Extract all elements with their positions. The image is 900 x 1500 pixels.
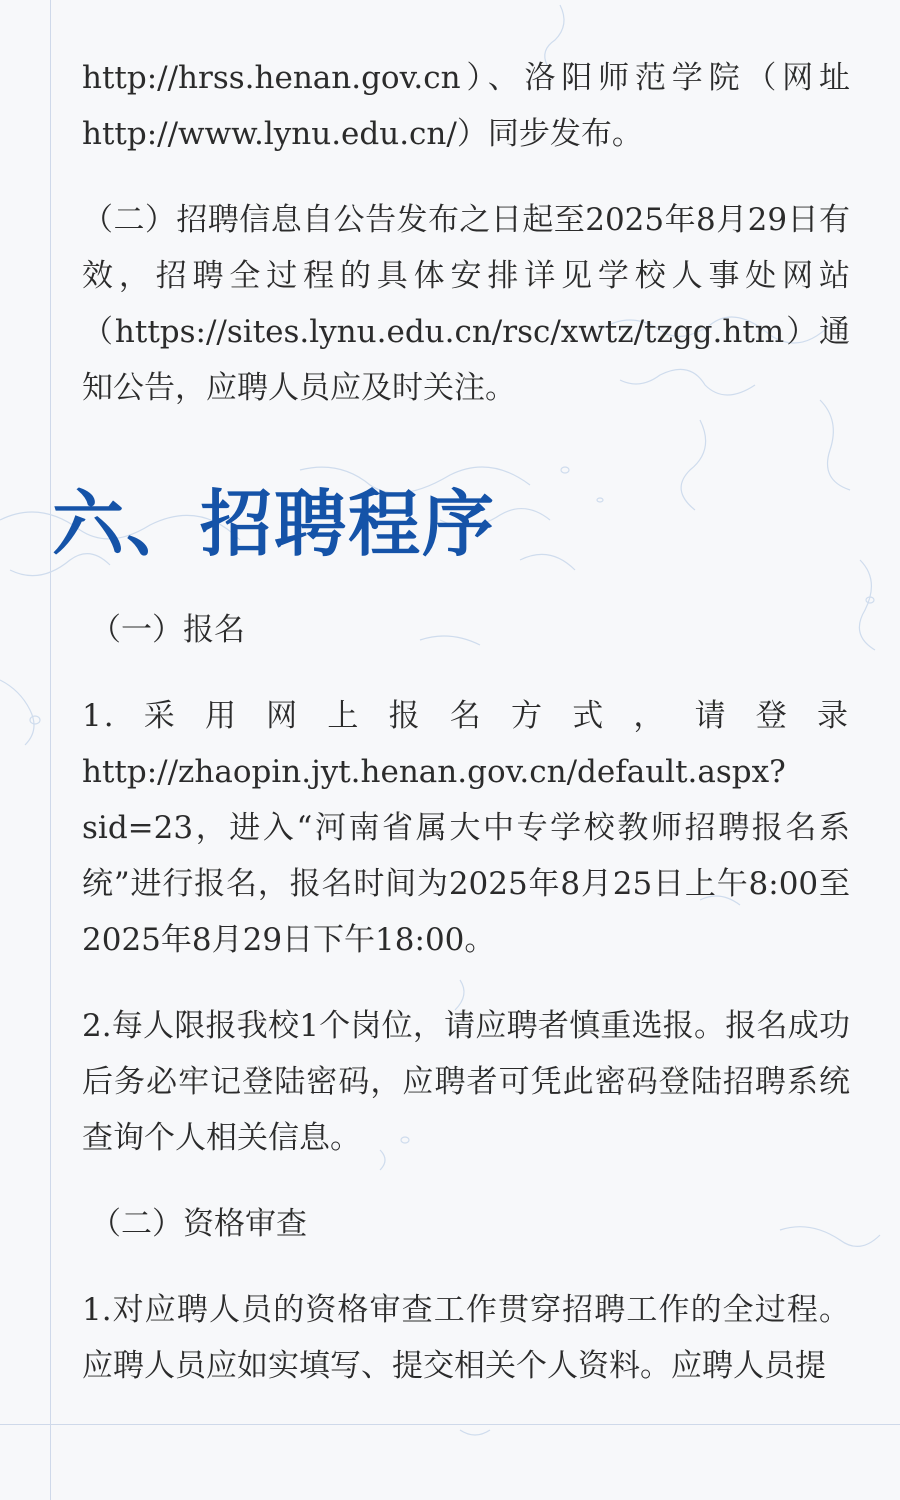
intro-line-2: http://www.lynu.edu.cn/）同步发布。 (82, 116, 643, 152)
intro-line-1: http://hrss.henan.gov.cn）、洛阳师范学院（网址 (82, 60, 850, 96)
validity-paragraph: （二）招聘信息自公告发布之日起至2025年8月29日有效，招聘全过程的具体安排详见学校人事处网站（https://sites.lynu.edu.cn/rsc/xwtz/tzgg.htm）通知公告，应聘人员应及时关注。 (82, 202, 850, 406)
intro-paragraph (82, 50, 850, 162)
section-title: 六、招聘程序 (52, 481, 497, 566)
registration-item-1-line-1: 1.采用网上报名方式，请登录 (82, 698, 850, 734)
subsection-heading-qualification: （二）资格审查 (90, 1206, 307, 1242)
margin-guide-horizontal (0, 1424, 900, 1425)
registration-item-1 (82, 688, 850, 968)
margin-guide-vertical (50, 0, 51, 1500)
subsection-heading-registration: （一）报名 (90, 612, 245, 648)
registration-item-2: 2.每人限报我校1个岗位，请应聘者慎重选报。报名成功后务必牢记登陆密码，应聘者可凭此密码登陆招聘系统查询个人相关信息。 (82, 1008, 850, 1156)
registration-item-1-rest: http://zhaopin.jyt.henan.gov.cn/default.aspx?sid=23，进入“河南省属大中专学校教师招聘报名系统”进行报名，报名时间为2025年8月25日上午8:00至2025年8月29日下午18:00。 (82, 754, 850, 958)
document-body (52, 50, 850, 1424)
qualification-item-1: 1.对应聘人员的资格审查工作贯穿招聘工作的全过程。应聘人员应如实填写、提交相关个人资料。应聘人员提 (82, 1292, 850, 1384)
